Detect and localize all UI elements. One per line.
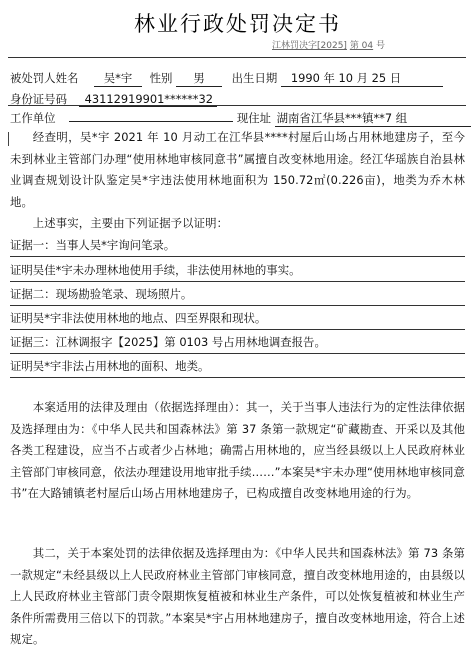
birth-value: 1990 年 10 月 25 日 [281, 70, 443, 87]
legal-basis-paragraph-2: 其二，关于本案处罚的法律依据及选择理由为：《中华人民共和国森林法》第 73 条第一款规定“未经县级以上人民政府林业主管部门审核同意，擅自改变林地用途的，由县级以上人民政府林业主管部门责令限期恢复植被和林业生产条件，可以处恢复植被和林业生产条件所需费用三倍以下的罚款。”本案吴*宇占用林地建房子，擅自改变林地用途，符合上述规定。 [10, 546, 465, 646]
name-value: 吴*宇 [94, 70, 142, 87]
evidence-row [10, 284, 465, 306]
gender-label: 性别 [149, 71, 173, 85]
evidence-row [10, 235, 465, 257]
evidence-text: 江林调报字【2025】第 0103 号占用林地调查报告。 [55, 335, 326, 349]
name-label: 被处罚人姓名 [10, 71, 79, 85]
evidence-text: 吴佳*宇未办理林地使用手续，非法使用林地的事实。 [32, 263, 301, 277]
doc-number-prefix: 江林罚决字[2025] [272, 41, 347, 51]
evidence-label: 证明 [10, 311, 33, 325]
evidence-label: 证据一： [10, 238, 56, 252]
evidence-text: 吴*宇非法使用林地的地点、四至界限和现状。 [32, 311, 267, 325]
gender-value: 男 [176, 70, 222, 87]
birth-label: 出生日期 [231, 71, 278, 85]
id-row-rule [8, 105, 466, 106]
document-number [272, 38, 385, 51]
work-value [69, 121, 233, 122]
doc-number-num: 第 04 [349, 41, 374, 51]
name-row [10, 70, 443, 87]
addr-label: 现住址 [236, 111, 272, 125]
id-label: 身份证号码 [10, 92, 67, 106]
evidence-text: 现场勘验笔录、现场照片。 [55, 287, 193, 301]
evidence-intro: 上述事实，主要由下列证据予以证明： [32, 216, 229, 230]
evidence-label: 证据三： [10, 335, 56, 349]
facts-paragraph: 经查明，吴*宇 2021 年 10 月动工在江华县****村屋后山场占用林地建房子，至今未到林业主管部门办理“使用林地审核同意书”属擅自改变林地用途。经江华瑶族自治县林业调查规划设计队鉴定吴*宇违法使用林地面积为 150.72㎡(0.226亩)，地类为乔木林地。 [10, 130, 465, 209]
legal-basis-paragraph-1: 本案适用的法律及理由（依据选择理由）：其一，关于当事人违法行为的定性法律依据及选择理由为：《中华人民共和国森林法》第 37 条第一款规定“矿藏勘查、开采以及其他各类工程建设，应当不占或者少占林地；确需占用林地的，应当经县级以上人民政府林业主管部门审核同意，依法办理建设用地审批手续……”本案吴*宇未办理“使用林地审核同意书”在大路铺镇老村屋后山场占用林地建房子，已构成擅自改变林地用途的行为。 [10, 400, 465, 500]
evidence-text: 当事人吴*宇询问笔录。 [55, 238, 176, 252]
evidence-row [10, 308, 465, 330]
evidence-label: 证明 [10, 263, 33, 277]
evidence-row [10, 356, 465, 378]
doc-number-suffix: 号 [376, 41, 386, 51]
addr-value: 湖南省江华县***镇**7 组 [275, 110, 471, 127]
evidence-row [10, 260, 465, 282]
header-rule [8, 57, 466, 58]
evidence-label: 证据二： [10, 287, 56, 301]
work-label: 工作单位 [10, 111, 56, 125]
evidence-label: 证明 [10, 359, 33, 373]
text-cursor [8, 132, 9, 146]
document-title: 林业行政处罚决定书 [134, 12, 341, 36]
work-row [10, 110, 471, 127]
evidence-row [10, 332, 465, 354]
id-value: 43112919901******32 [79, 92, 217, 107]
evidence-text: 吴*宇非法占用林地的面积、地类。 [32, 359, 210, 373]
